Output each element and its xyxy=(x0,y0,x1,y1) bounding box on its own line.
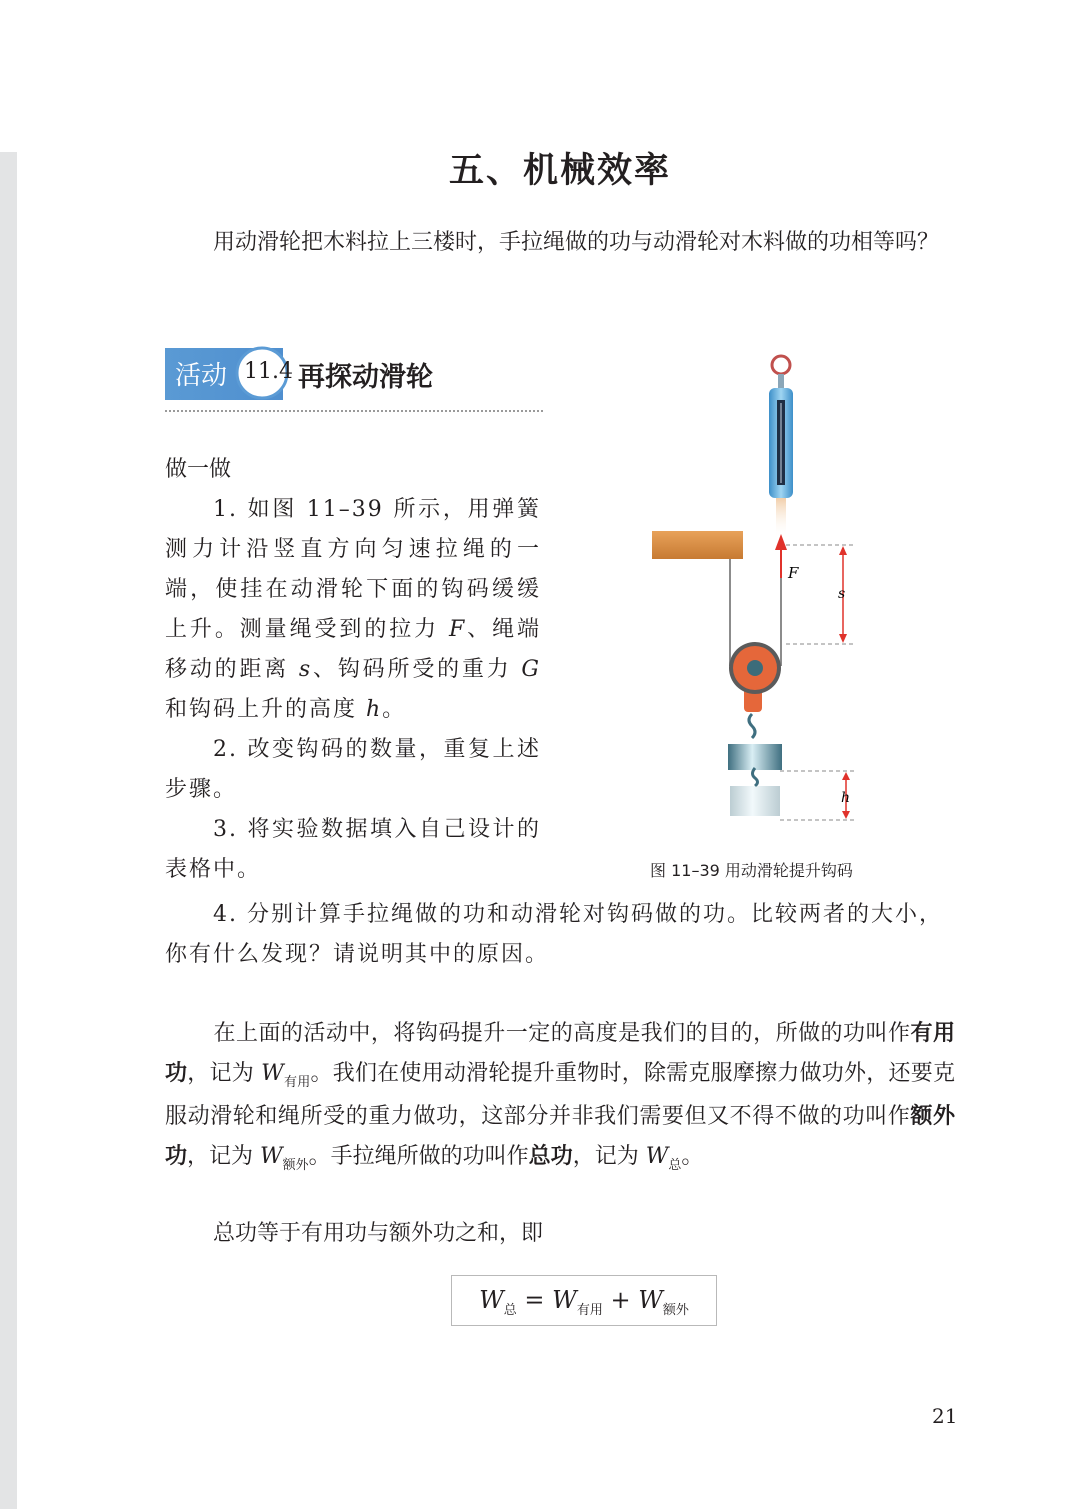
body-text-b: ，记为 xyxy=(187,1061,262,1086)
step-1-var-G: G xyxy=(521,657,541,682)
subscript-useful: 有用 xyxy=(283,1075,311,1090)
activity-number: 11.4 xyxy=(244,359,293,384)
pulley-figure xyxy=(640,348,900,848)
intro-paragraph xyxy=(165,223,955,263)
body-text-d: ，记为 xyxy=(187,1144,261,1169)
step-1-text-a: 1. 如图 11–39 所示，用弹簧测力计沿竖直方向匀速拉绳的一端，使挂在动滑轮下面的钩码缓缓上升。测量绳受到的拉力 xyxy=(165,497,541,642)
subscript-extra: 额外 xyxy=(282,1158,309,1173)
term-extra-work: 额外功 xyxy=(165,1104,955,1169)
dotted-divider xyxy=(165,410,543,412)
activity-label: 活动 xyxy=(175,361,228,391)
formula-W-total: W xyxy=(479,1286,504,1314)
formula-W-extra: W xyxy=(638,1286,663,1314)
body-text-c: 。我们在使用动滑轮提升重物时，除需克服摩擦力做功外，还要克服动滑轮和绳所受的重力做功，这部分并非我们需要但又不得不做的功叫作 xyxy=(165,1061,955,1129)
pulley xyxy=(729,642,781,738)
label-F: F xyxy=(788,564,799,582)
hook-weights xyxy=(728,744,782,816)
body-paragraph-1 xyxy=(165,1014,955,1180)
body-paragraph-2 xyxy=(165,1214,955,1254)
term-total-work: 总功 xyxy=(528,1144,573,1169)
step-4-text: 4. 分别计算手拉绳做的功和动滑轮对钩码做的功。比较两者的大小，你有什么发现？请说明其中的原因。 xyxy=(165,902,943,967)
symbol-W-extra: W xyxy=(260,1144,283,1169)
force-arrow xyxy=(775,534,787,578)
body-text-f: ，记为 xyxy=(572,1144,646,1169)
body-text-a: 在上面的活动中，将钩码提升一定的高度是我们的目的，所做的功叫作 xyxy=(213,1021,911,1046)
step-3 xyxy=(165,810,541,890)
step-1-var-h: h xyxy=(366,697,383,722)
step-2-text: 2. 改变钩码的数量，重复上述步骤。 xyxy=(165,737,541,802)
formula-equals: = xyxy=(516,1286,553,1314)
work-formula-box xyxy=(451,1275,717,1326)
spring-scale xyxy=(769,356,793,538)
step-1-text-e: 。 xyxy=(382,697,407,722)
subheading: 做一做 xyxy=(165,457,232,482)
symbol-W-total: W xyxy=(645,1144,669,1169)
step-3-text: 3. 将实验数据填入自己设计的表格中。 xyxy=(165,817,541,882)
formula-sub-total: 总 xyxy=(503,1303,517,1318)
step-1-var-F: F xyxy=(448,617,467,642)
step-1-text-d: 和钩码上升的高度 xyxy=(165,697,366,722)
subscript-total: 总 xyxy=(668,1158,682,1173)
body-text-e: 。手拉绳所做的功叫作 xyxy=(308,1144,529,1169)
figure-caption: 图 11–39 用动滑轮提升钩码 xyxy=(650,861,853,880)
formula-plus: + xyxy=(602,1286,639,1314)
page-title: 五、机械效率 xyxy=(448,151,671,191)
step-4 xyxy=(165,895,955,975)
symbol-W-useful: W xyxy=(261,1061,284,1086)
formula-sub-useful: 有用 xyxy=(576,1303,603,1318)
formula-W-useful: W xyxy=(552,1286,577,1314)
step-2 xyxy=(165,730,541,810)
page-number: 21 xyxy=(932,1404,958,1428)
formula-sub-extra: 额外 xyxy=(662,1303,689,1318)
label-h: h xyxy=(841,790,851,806)
page-margin-bar xyxy=(0,152,17,1509)
label-s: s xyxy=(838,586,846,602)
body-text-p2: 总功等于有用功与额外功之和，即 xyxy=(213,1221,544,1246)
intro-text: 用动滑轮把木料拉上三楼时，手拉绳做的功与动滑轮对木料做的功相等吗？ xyxy=(213,230,940,255)
step-1-var-s: s xyxy=(298,657,313,682)
wood-beam xyxy=(652,531,743,559)
term-useful-work: 有用功 xyxy=(165,1021,955,1086)
body-text-g: 。 xyxy=(681,1144,704,1169)
step-1-text-c: 、钩码所受的重力 xyxy=(312,657,522,682)
step-1-text-b: 、绳端移动的距离 xyxy=(165,617,541,682)
step-1 xyxy=(165,490,541,730)
activity-title: 再探动滑轮 xyxy=(298,362,433,393)
